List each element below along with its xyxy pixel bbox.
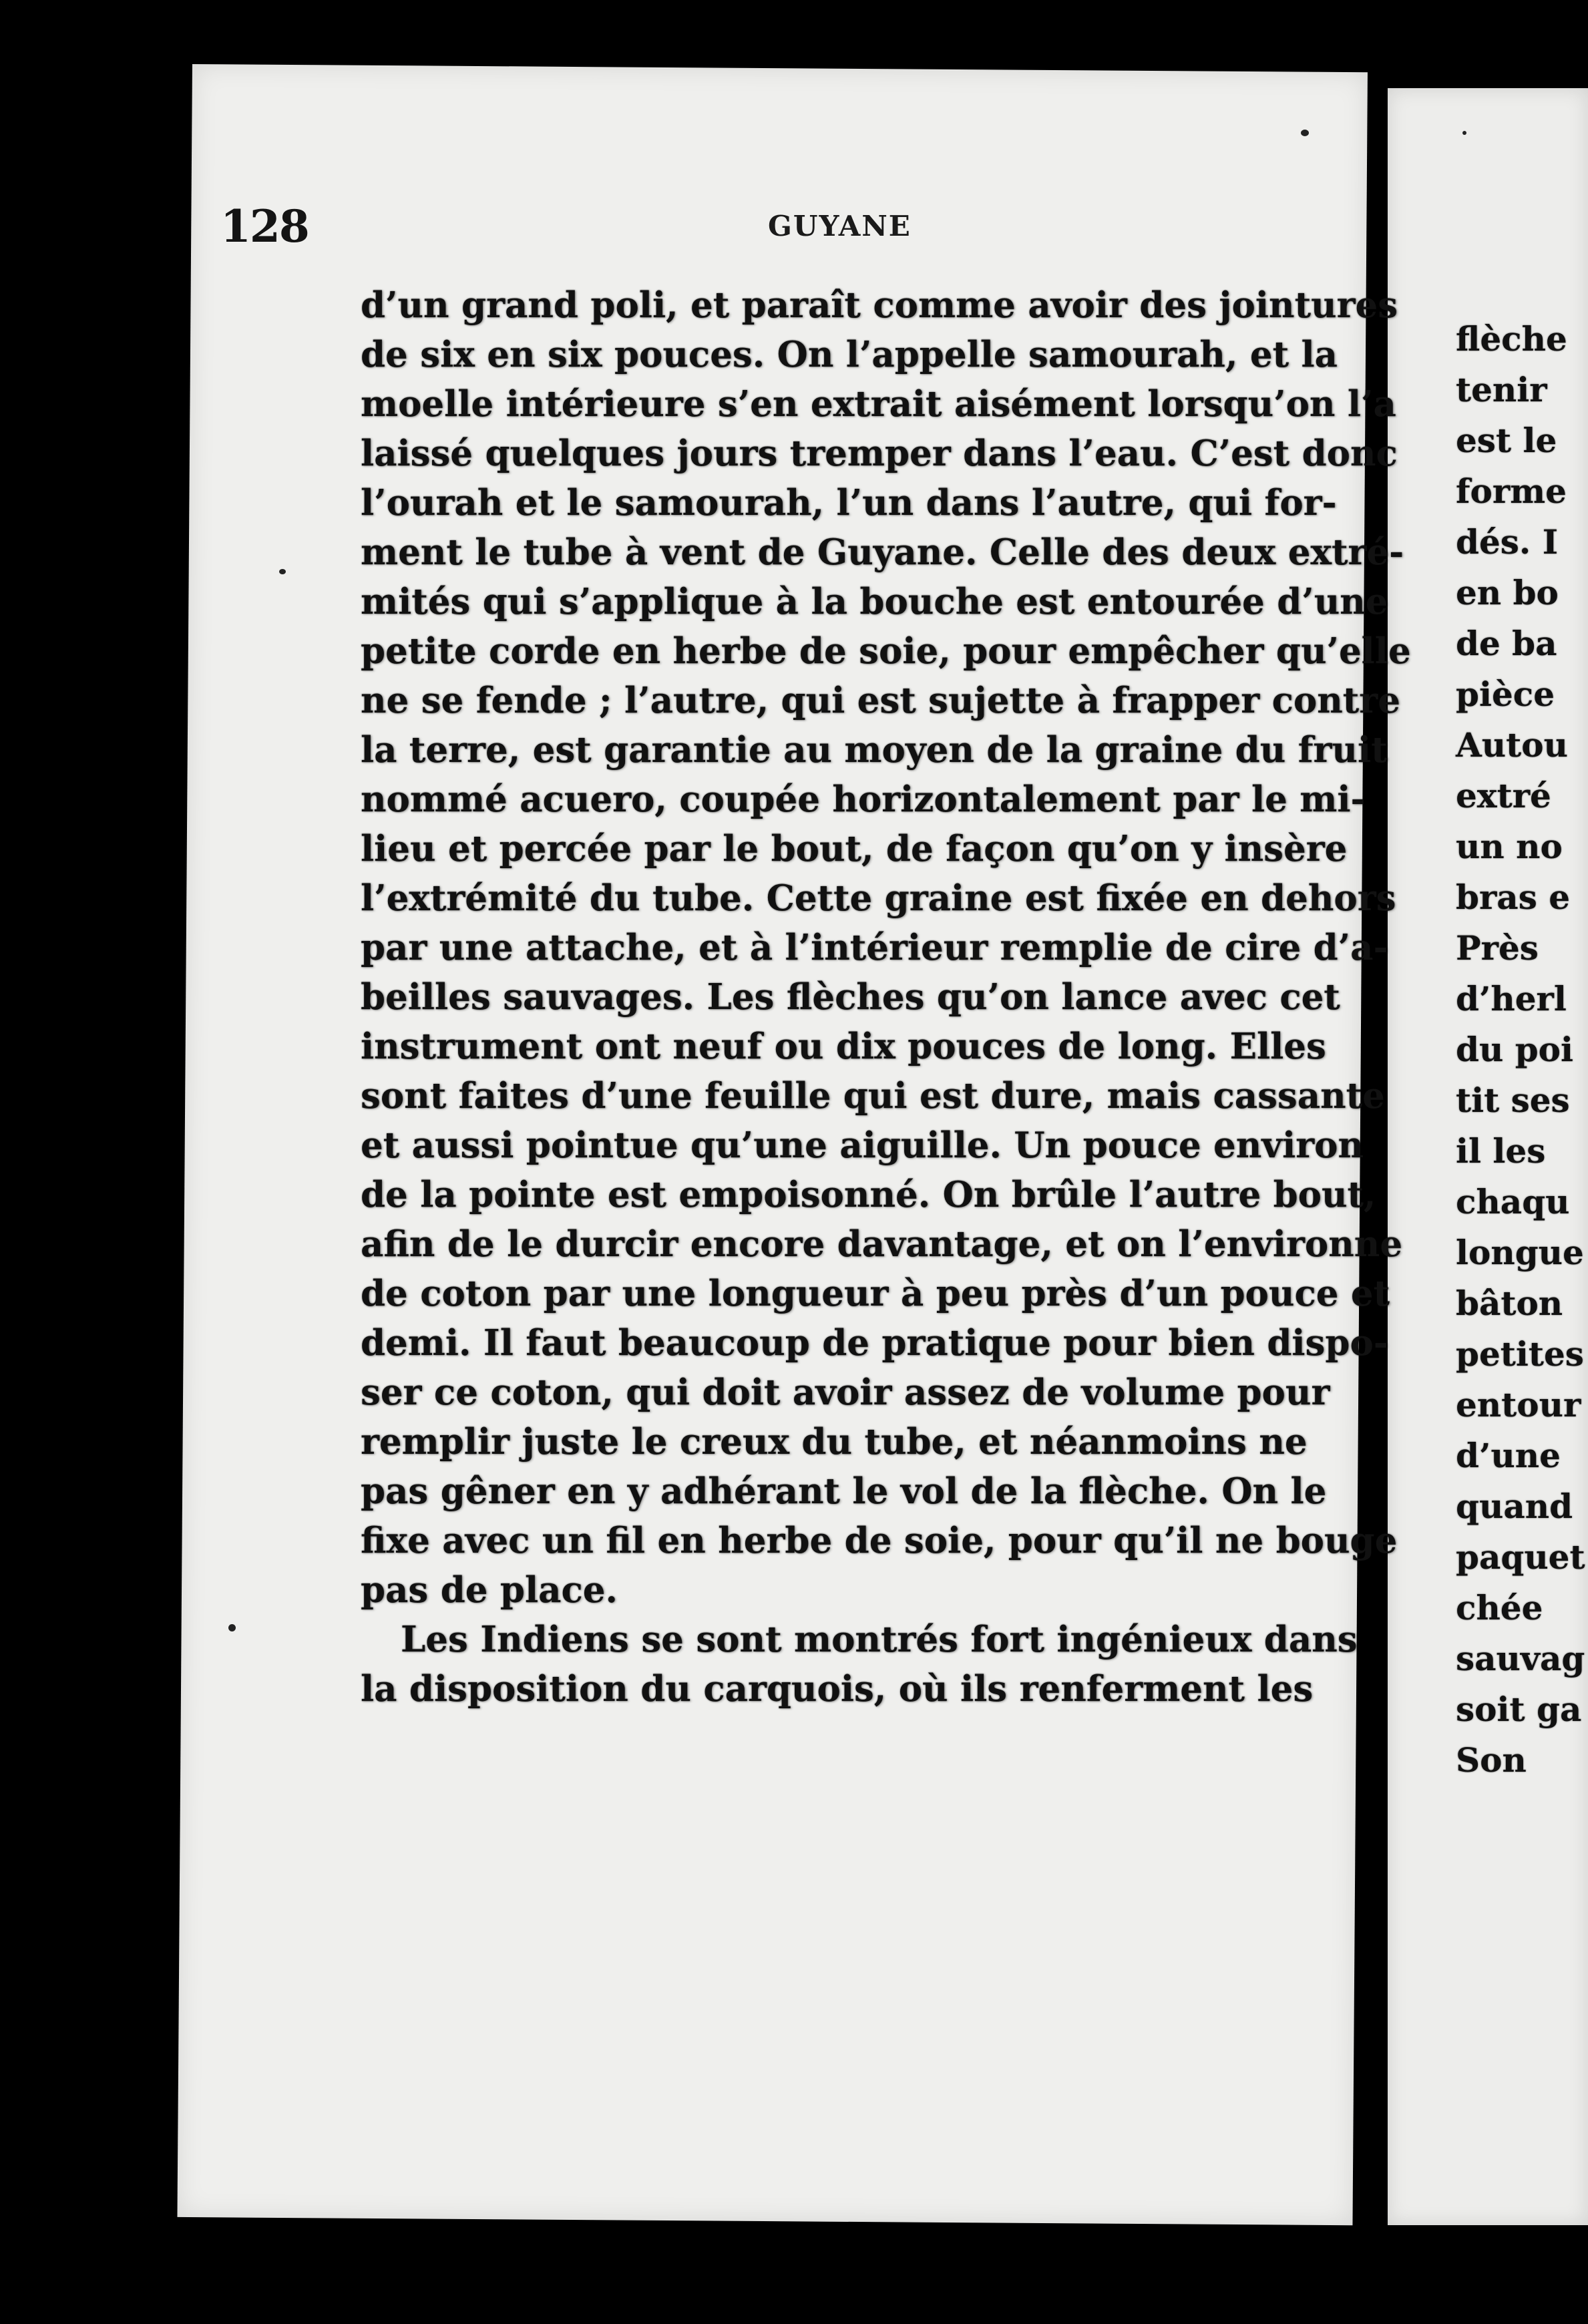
fragment-line: tit ses — [1456, 1081, 1570, 1120]
fragment-line: sauvag — [1456, 1639, 1585, 1678]
text-line: par une attache, et à l’intérieur remplie de cire d’a- — [361, 927, 1388, 968]
text-line: remplir juste le creux du tube, et néanmoins ne — [361, 1421, 1308, 1463]
fragment-line: extré — [1456, 776, 1551, 815]
fragment-line: quand — [1456, 1487, 1573, 1526]
text-line: demi. Il faut beaucoup de pratique pour bien dispo- — [361, 1322, 1388, 1364]
fragment-line: il les — [1456, 1131, 1546, 1171]
text-line: moelle intérieure s’en extrait aisément lorsqu’on l’a — [361, 383, 1396, 425]
print-speck — [1462, 131, 1466, 135]
text-line: de coton par une longueur à peu près d’un pouce et — [361, 1273, 1390, 1314]
text-line: lieu et percée par le bout, de façon qu’on y insère — [361, 828, 1348, 869]
fragment-line: d’une — [1456, 1436, 1561, 1475]
fragment-line: petites — [1456, 1334, 1584, 1374]
fragment-line: chée — [1456, 1588, 1543, 1627]
text-line: ment le tube à vent de Guyane. Celle des deux extré- — [361, 532, 1404, 573]
text-line: la disposition du carquois, où ils renferment les — [361, 1668, 1314, 1710]
fragment-line: chaqu — [1456, 1182, 1570, 1221]
text-line: et aussi pointue qu’une aiguille. Un pouce environ — [361, 1125, 1364, 1166]
fragment-line: est le — [1456, 421, 1557, 460]
fragment-line: entour — [1456, 1385, 1581, 1424]
text-line: fixe avec un fil en herbe de soie, pour qu’il ne bouge — [361, 1520, 1398, 1561]
text-line: pas gêner en y adhérant le vol de la flèche. On le — [361, 1471, 1327, 1512]
fragment-line: paquet — [1456, 1537, 1585, 1577]
text-line: petite corde en herbe de soie, pour empêcher qu’elle — [361, 630, 1411, 672]
right-page-text-fragments — [1456, 314, 1585, 1786]
text-line: de la pointe est empoisonné. On brûle l’autre bout, — [361, 1174, 1376, 1215]
text-line: mités qui s’applique à la bouche est entourée d’une — [361, 581, 1388, 622]
print-speck — [1301, 130, 1309, 136]
text-line: laissé quelques jours tremper dans l’eau. C’est donc — [361, 433, 1398, 474]
text-line: instrument ont neuf ou dix pouces de long. Elles — [361, 1026, 1326, 1067]
page-number: 128 — [220, 200, 309, 252]
fragment-line: forme — [1456, 471, 1567, 511]
fragment-line: tenir — [1456, 370, 1547, 409]
text-line: nommé acuero, coupée horizontalement par le mi- — [361, 779, 1366, 820]
fragment-line: dés. I — [1456, 522, 1559, 562]
text-line: ser ce coton, qui doit avoir assez de volume pour — [361, 1372, 1330, 1413]
text-line: ne se fende ; l’autre, qui est sujette à frapper contre — [361, 680, 1400, 721]
print-speck — [228, 1624, 236, 1631]
fragment-line: Près — [1456, 928, 1539, 968]
text-line: pas de place. — [361, 1569, 618, 1611]
fragment-line: du poi — [1456, 1030, 1574, 1069]
fragment-line: Autou — [1456, 725, 1568, 765]
text-line: d’un grand poli, et paraît comme avoir des jointures — [361, 284, 1398, 326]
text-line: la terre, est garantie au moyen de la graine du fruit — [361, 729, 1388, 771]
text-line: l’ourah et le samourah, l’un dans l’autre, qui for- — [361, 482, 1337, 524]
text-line: beilles sauvages. Les flèches qu’on lance avec cet — [361, 976, 1340, 1018]
fragment-line: flèche — [1456, 319, 1567, 359]
fragment-line: un no — [1456, 827, 1563, 866]
text-line: l’extrémité du tube. Cette graine est fixée en dehors — [361, 878, 1396, 919]
page-header — [220, 200, 1289, 254]
left-page-text — [361, 280, 1411, 1714]
fragment-line: soit ga — [1456, 1690, 1582, 1729]
fragment-line: bras e — [1456, 878, 1571, 917]
text-line: de six en six pouces. On l’appelle samourah, et la — [361, 334, 1338, 375]
fragment-line: bâton — [1456, 1284, 1563, 1323]
running-title: GUYANE — [768, 210, 912, 242]
text-line: afin de le durcir encore davantage, et on l’environne — [361, 1223, 1403, 1265]
fragment-line: longue — [1456, 1233, 1584, 1272]
text-line: sont faites d’une feuille qui est dure, mais cassante — [361, 1075, 1385, 1117]
fragment-line: Son — [1456, 1740, 1527, 1780]
text-line: Les Indiens se sont montrés fort ingénieux dans — [401, 1619, 1358, 1660]
fragment-line: de ba — [1456, 624, 1557, 663]
fragment-line: d’herl — [1456, 979, 1567, 1018]
fragment-line: pièce — [1456, 674, 1555, 714]
print-speck — [279, 569, 286, 574]
fragment-line: en bo — [1456, 573, 1559, 612]
